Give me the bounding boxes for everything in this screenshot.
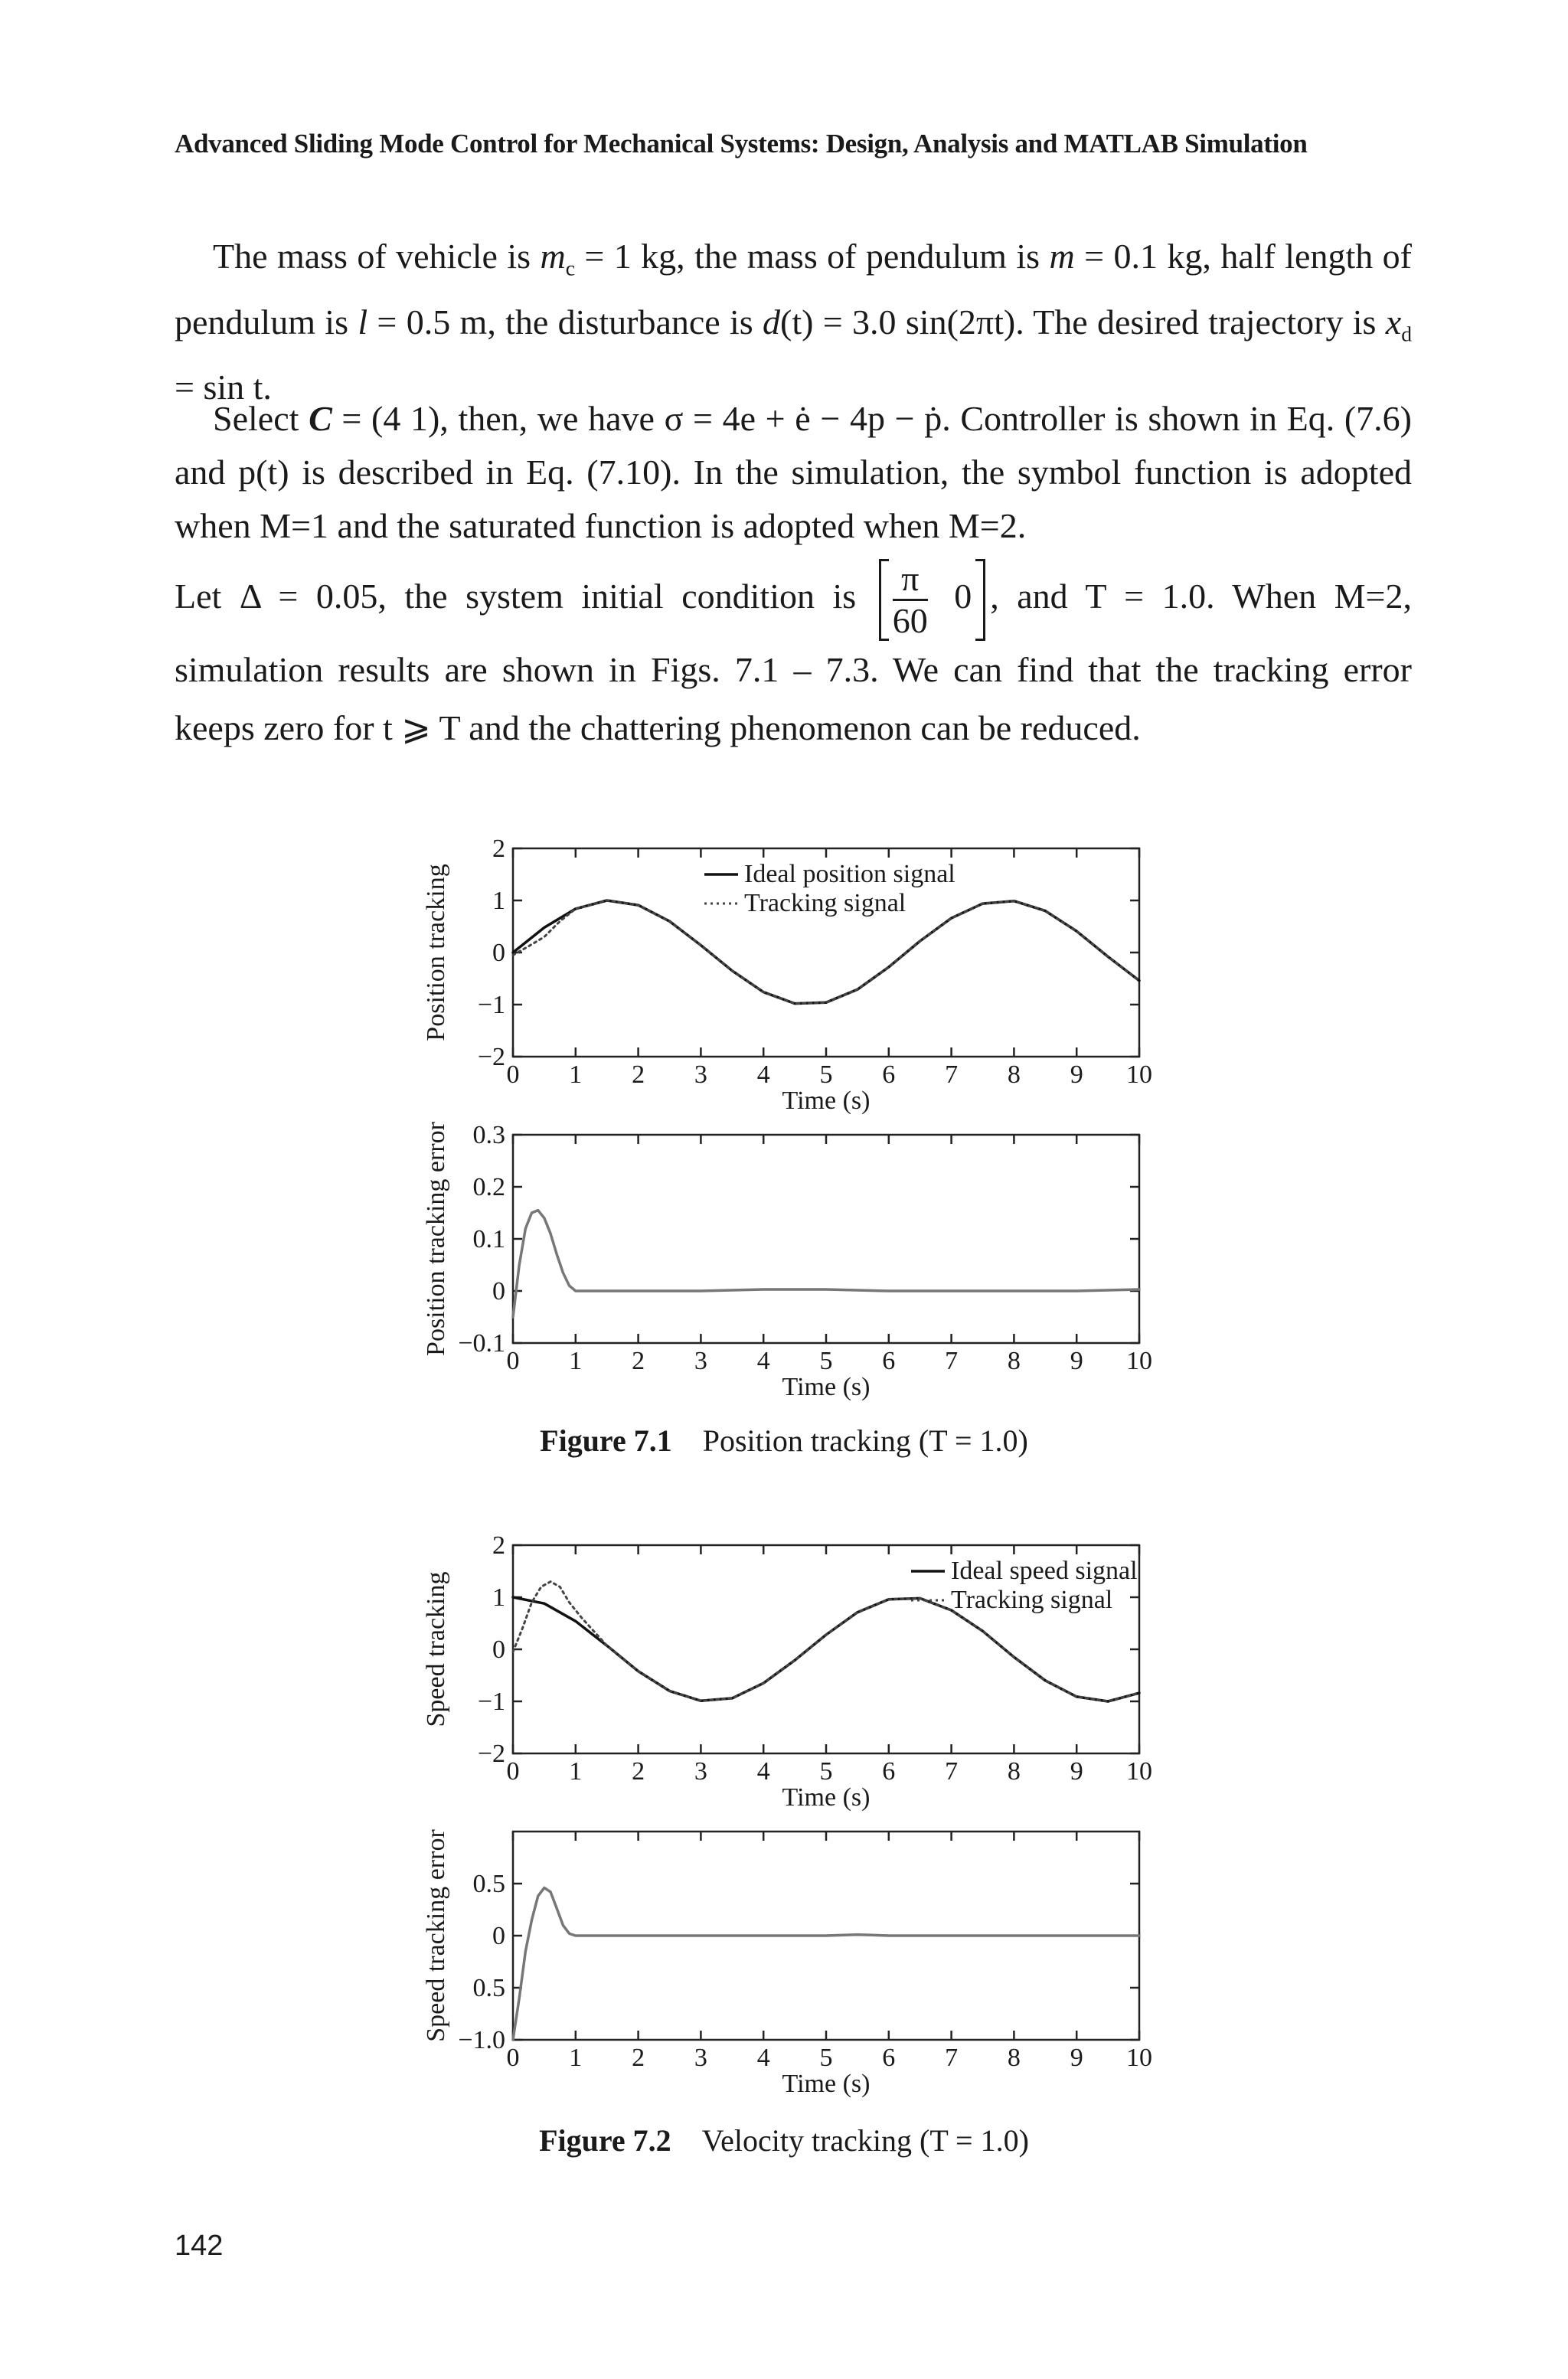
- y-axis-title: Position tracking error: [422, 1122, 450, 1356]
- y-tick-label: 0: [492, 1636, 505, 1664]
- x-tick-label: 4: [756, 1347, 770, 1375]
- figure-7-2: [413, 1531, 1164, 2113]
- y-tick-label: 0.5: [472, 1974, 505, 2002]
- paragraph-2: Select C = (4 1), then, we have σ = 4e + ė − 4p − ṗ. Controller is shown in Eq. (7.6) and p(t) is described in Eq. (7.10). In the simulation, the symbol function is adopted when M=1 and the saturated function is adopted when M=2.: [175, 399, 1412, 545]
- x-tick-label: 3: [694, 1347, 707, 1375]
- x-tick-label: 10: [1126, 1347, 1152, 1375]
- x-tick-label: 9: [1070, 1347, 1083, 1375]
- y-tick-label: 2: [492, 1531, 505, 1560]
- y-tick-label: 0.3: [472, 1121, 505, 1149]
- running-header: Advanced Sliding Mode Control for Mechanical Systems: Design, Analysis and MATLAB Simulation: [175, 129, 1308, 158]
- x-tick-label: 5: [819, 1347, 833, 1375]
- x-tick-label: 5: [819, 1757, 833, 1786]
- x-tick-label: 1: [569, 1347, 583, 1375]
- x-tick-label: 2: [632, 1757, 645, 1786]
- legend-label: Ideal position signal: [744, 860, 956, 888]
- y-tick-label: −1: [477, 1688, 505, 1716]
- x-tick-label: 7: [945, 1347, 959, 1375]
- x-tick-label: 4: [756, 2044, 770, 2072]
- y-axis-title: Speed tracking: [422, 1571, 450, 1727]
- y-tick-label: 1: [492, 887, 505, 915]
- x-tick-label: 2: [632, 1060, 645, 1089]
- x-tick-label: 1: [569, 2044, 583, 2072]
- x-tick-label: 3: [694, 1757, 707, 1786]
- paragraph-1: The mass of vehicle is $m_c = 1$ kg, the mass of pendulum is m = 0.1 kg, half length of pendulum is l = 0.5 m, the disturbance is d(t) = 3.0 sin(2πt). The desired trajectory is $x_d = \sin t$.: [175, 237, 1412, 407]
- x-axis-title: Time (s): [782, 1783, 871, 1812]
- x-tick-label: 4: [756, 1757, 770, 1786]
- y-tick-label: −1.0: [458, 2026, 505, 2054]
- speed-error-panel: [422, 1829, 1152, 2098]
- y-tick-label: 0.1: [472, 1225, 505, 1253]
- x-tick-label: 2: [632, 2044, 645, 2072]
- paragraph-3: Let Δ = 0.05, the system initial condition is $\frac{\pi}{60}$ 0 , and T = 1.0. When M=2, simulation results are shown in Figs. 7.1 – 7.3. We can find that the tracking error keeps zero for t ⩾ T and the chattering phenomenon can be reduced.: [175, 559, 1412, 747]
- x-tick-label: 7: [945, 2044, 959, 2072]
- x-tick-label: 1: [569, 1757, 583, 1786]
- x-tick-label: 8: [1007, 1347, 1021, 1375]
- y-tick-label: 2: [492, 835, 505, 863]
- speed-tracking-panel: [422, 1531, 1152, 1812]
- x-axis-title: Time (s): [782, 2070, 871, 2098]
- position-tracking-panel: [422, 835, 1152, 1115]
- x-tick-label: 6: [882, 1060, 896, 1089]
- x-tick-label: 7: [945, 1757, 959, 1786]
- series-line: [513, 1887, 1139, 2040]
- figure-7-1: [413, 835, 1164, 1417]
- y-axis-title: Speed tracking error: [422, 1829, 450, 2042]
- x-tick-label: 6: [882, 1757, 896, 1786]
- x-tick-label: 0: [506, 2044, 520, 2072]
- series-line: [513, 1211, 1139, 1317]
- legend-label: Tracking signal: [744, 889, 906, 917]
- x-tick-label: 2: [632, 1347, 645, 1375]
- x-tick-label: 9: [1070, 2044, 1083, 2072]
- page-number: 142: [175, 2230, 224, 2262]
- x-tick-label: 10: [1126, 2044, 1152, 2072]
- x-axis-title: Time (s): [782, 1087, 871, 1115]
- plot-frame: [513, 1135, 1139, 1343]
- x-tick-label: 9: [1070, 1060, 1083, 1089]
- y-tick-label: 0: [492, 939, 505, 967]
- y-tick-label: −2: [477, 1740, 505, 1768]
- figure-7-2-caption: Figure 7.2 Velocity tracking (T = 1.0): [539, 2123, 1029, 2158]
- x-tick-label: 7: [945, 1060, 959, 1089]
- legend-label: Ideal speed signal: [951, 1557, 1138, 1585]
- x-tick-label: 10: [1126, 1757, 1152, 1786]
- figure-7-1-caption: Figure 7.1 Position tracking (T = 1.0): [540, 1423, 1028, 1458]
- position-error-panel: [422, 1121, 1152, 1401]
- y-tick-label: −2: [477, 1043, 505, 1071]
- x-tick-label: 8: [1007, 2044, 1021, 2072]
- x-tick-label: 10: [1126, 1060, 1152, 1089]
- x-tick-label: 4: [756, 1060, 770, 1089]
- x-tick-label: 5: [819, 1060, 833, 1089]
- x-axis-title: Time (s): [782, 1373, 871, 1401]
- x-tick-label: 8: [1007, 1060, 1021, 1089]
- initial-condition-matrix: $\frac{\pi}{60}$ 0: [879, 559, 986, 641]
- x-tick-label: 6: [882, 1347, 896, 1375]
- y-tick-label: −0.1: [458, 1329, 505, 1358]
- y-tick-label: 0: [492, 1277, 505, 1306]
- y-tick-label: 0: [492, 1922, 505, 1950]
- y-tick-label: 0.2: [472, 1173, 505, 1201]
- x-tick-label: 9: [1070, 1757, 1083, 1786]
- x-tick-label: 6: [882, 2044, 896, 2072]
- x-tick-label: 1: [569, 1060, 583, 1089]
- x-tick-label: 3: [694, 1060, 707, 1089]
- x-tick-label: 5: [819, 2044, 833, 2072]
- x-tick-label: 3: [694, 2044, 707, 2072]
- y-tick-label: 0.5: [472, 1870, 505, 1898]
- y-tick-label: 1: [492, 1583, 505, 1612]
- legend-label: Tracking signal: [951, 1586, 1113, 1614]
- y-tick-label: −1: [477, 991, 505, 1019]
- x-tick-label: 0: [506, 1757, 520, 1786]
- x-tick-label: 8: [1007, 1757, 1021, 1786]
- x-tick-label: 0: [506, 1060, 520, 1089]
- y-axis-title: Position tracking: [422, 864, 450, 1041]
- x-tick-label: 0: [506, 1347, 520, 1375]
